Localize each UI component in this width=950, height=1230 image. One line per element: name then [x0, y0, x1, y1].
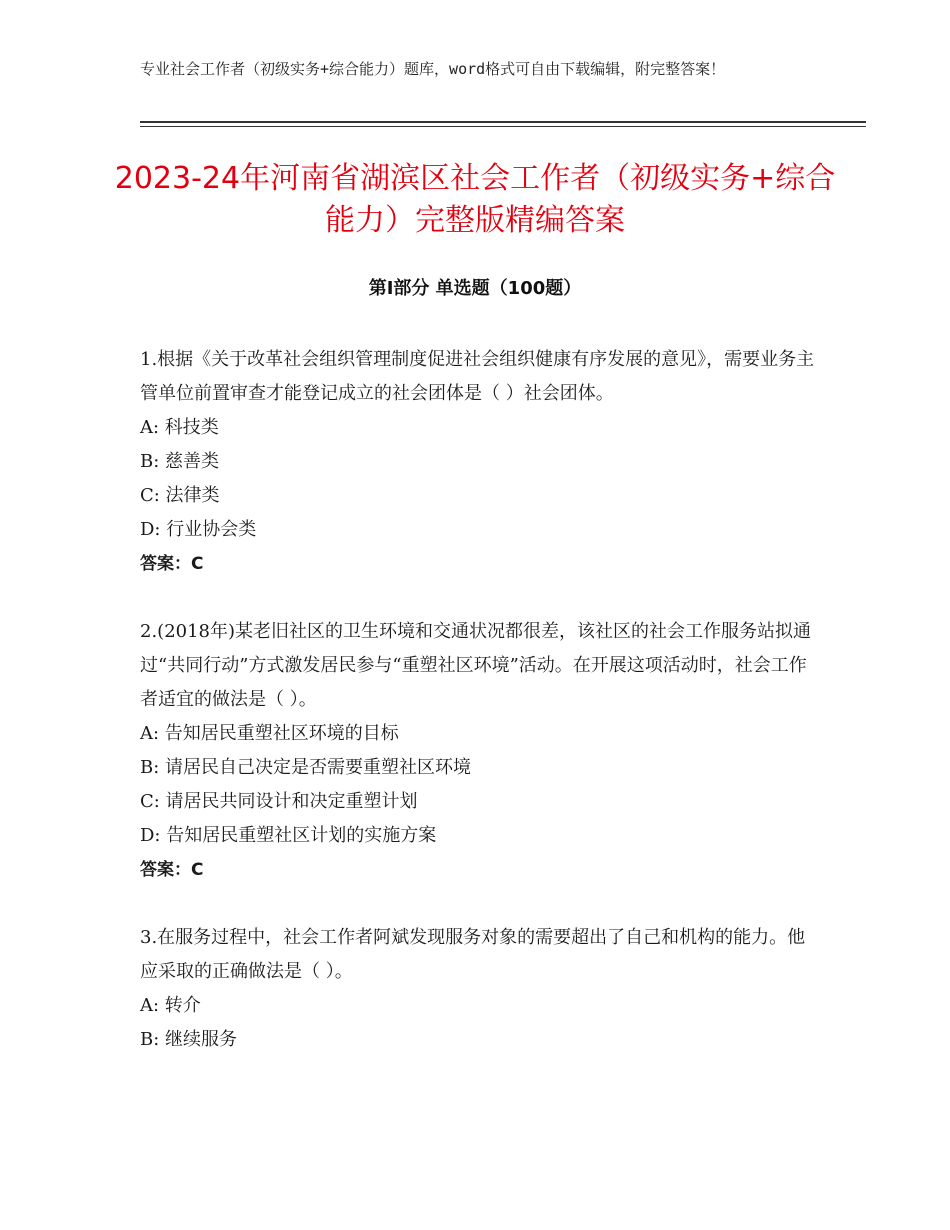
document-title: 2023-24年河南省湖滨区社会工作者（初级实务+综合能力）完整版精编答案: [114, 161, 836, 238]
question-option: D: 行业协会类: [140, 519, 257, 540]
question-answer: 答案：C: [140, 554, 204, 574]
question-option: B: 慈善类: [140, 451, 220, 472]
question-option: B: 请居民自己决定是否需要重塑社区环境: [140, 757, 472, 778]
question-list: [140, 343, 820, 1091]
question-stem: 1.根据《关于改革社会组织管理制度促进社会组织健康有序发展的意见》，需要业务主管单位前置审查才能登记成立的社会团体是（ ）社会团体。: [140, 349, 815, 404]
question-stem: 3.在服务过程中，社会工作者阿斌发现服务对象的需要超出了自己和机构的能力。他应采取的正确做法是（ ）。: [140, 927, 806, 982]
header-divider-thin: [140, 126, 866, 127]
question-stem: 2.(2018年)某老旧社区的卫生环境和交通状况都很差，该社区的社会工作服务站拟通过“共同行动”方式激发居民参与“重塑社区环境”活动。在开展这项活动时，社会工作者适宜的做法是（ ）。: [140, 621, 812, 710]
question-option: B: 继续服务: [140, 1029, 238, 1050]
header-note: 专业社会工作者（初级实务+综合能力）题库，word格式可自由下载编辑，附完整答案！: [140, 60, 726, 78]
question-option: A: 转介: [140, 995, 201, 1016]
question-item: [140, 921, 820, 1057]
question-item: [140, 343, 820, 581]
section-title: 第Ⅰ部分 单选题（100题）: [368, 278, 582, 299]
question-option: D: 告知居民重塑社区计划的实施方案: [140, 825, 437, 846]
question-option: C: 请居民共同设计和决定重塑计划: [140, 791, 418, 812]
header-divider-thick: [140, 121, 866, 123]
question-option: A: 告知居民重塑社区环境的目标: [140, 723, 399, 744]
question-item: [140, 615, 820, 887]
question-answer: 答案：C: [140, 860, 204, 880]
question-option: C: 法律类: [140, 485, 220, 506]
question-option: A: 科技类: [140, 417, 219, 438]
